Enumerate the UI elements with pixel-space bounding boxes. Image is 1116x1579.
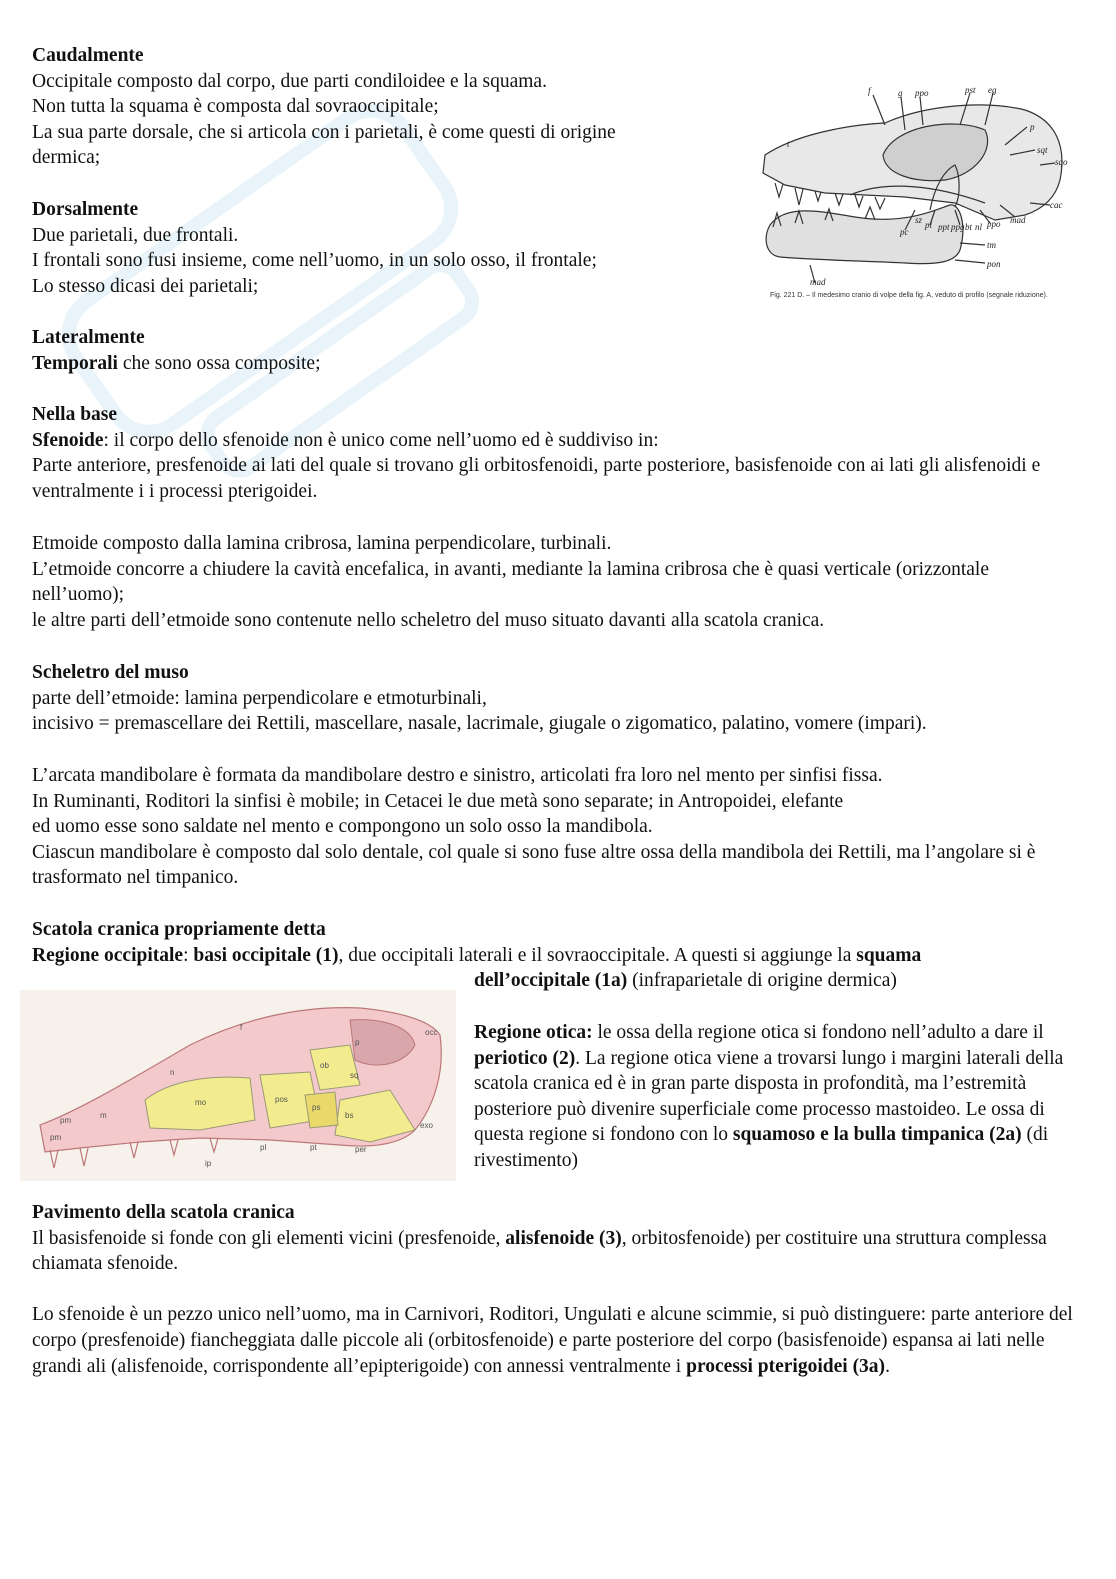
term-processi-pterigoidei: processi pterigoidei (3a) [686, 1355, 886, 1377]
figure-label: pt [310, 1143, 317, 1152]
fox-skull-figure [755, 85, 1075, 290]
figure-label: pl [260, 1143, 267, 1152]
text-line: dermica; [32, 147, 101, 169]
text-line: La sua parte dorsale, che si articola con i parietali, è come questi di origine [32, 121, 616, 143]
figure-label: occ [425, 1028, 438, 1037]
term-sfenoide: Sfenoide [32, 429, 104, 451]
text-line: ed uomo esse sono saldate nel mento e compongono un solo osso la mandibola. [32, 816, 653, 838]
heading-base: Nella base [32, 404, 118, 425]
figure-label: ppg [951, 222, 965, 232]
text-run: Lo sfenoide è un pezzo unico nell’uomo, ma in Carnivori, Roditori, Ungulati e alcune scimmie, si può distinguere: parte anteriore del corpo (presfenoide) fiancheggiata dalle piccole ali (orbitosfenoide) e parte posteriore del corpo (basisfenoide) espansa ai lati nelle grandi ali (alisfenoide, corrispondente all’epipterigoide) con annessi ventralmente i [32, 1304, 1073, 1377]
text-paragraph [32, 1226, 1082, 1277]
text-line: Occipitale composto dal corpo, due parti condiloidee e la squama. [32, 70, 547, 92]
text-run: (infraparietale di origine dermica) [627, 970, 897, 991]
figure-label: sz [915, 215, 923, 225]
heading-scatola: Scatola cranica propriamente detta [32, 919, 326, 940]
figure-label: ip [205, 1159, 212, 1168]
term-basi-occipitale: basi occipitale (1) [193, 944, 339, 966]
figure-label: n [170, 1068, 175, 1077]
text-line: I frontali sono fusi insieme, come nell’uomo, in un solo osso, il frontale; [32, 250, 597, 272]
text-run: Il basisfenoide si fonde con gli elementi vicini (presfenoide, [32, 1227, 506, 1249]
text-line [32, 428, 1082, 454]
text-line: In Ruminanti, Roditori la sinfisi è mobile; in Cetacei le due metà sono separate; in Antropoidei, elefante [32, 790, 844, 812]
figure-label: per [355, 1145, 367, 1154]
figure-label: pos [275, 1095, 288, 1104]
text-line: parte dell’etmoide: lamina perpendicolare e etmoturbinali, [32, 687, 487, 709]
text-paragraph: Ciascun mandibolare è composto dal solo dentale, col quale si sono fuse altre ossa della mandibola dei Rettili, ma l’angolare si è trasformato nel timpanico. [32, 841, 1036, 889]
text-paragraph: Parte anteriore, presfenoide ai lati del quale si trovano gli orbitosfenoidi, parte posteriore, basisfenoide con ai lati gli alisfenoidi e ventralmente i i processi pterigoidei. [32, 455, 1041, 502]
section-caudalmente [32, 43, 732, 171]
figure-label: mad [810, 277, 826, 287]
section-scatola [32, 917, 1092, 968]
figure-label: pst [965, 85, 976, 95]
figure-label: pc [900, 227, 909, 237]
figure-label: pm [60, 1116, 72, 1125]
section-muso [32, 660, 1092, 737]
text-run: : il corpo dello sfenoide non è unico come nell’uomo ed è suddiviso in: [103, 429, 659, 451]
figure-label: ppt [938, 222, 950, 232]
text-run: : [183, 944, 194, 966]
text-run: le ossa della regione otica si fondono nell’adulto a dare il [592, 1022, 1044, 1043]
figure-label: cac [1050, 200, 1063, 210]
text-run: . La regione otica viene a trovarsi lungo i margini laterali della scatola cranica ed è in gran parte disposta in profondità, ma l’estremità posteriore può divenire superficiale come processo mastoideo. Le ossa di questa regione si fondono con lo [474, 1047, 1064, 1146]
label-regione-occipitale: Regione occipitale [32, 944, 184, 966]
figure-label: bt [965, 222, 973, 232]
figure-label: bs [345, 1111, 354, 1120]
figure-label: p [1030, 122, 1035, 132]
figure-label: t [787, 139, 790, 149]
section-pavimento [32, 1200, 1082, 1379]
section-dorsalmente [32, 197, 732, 299]
figure-label: pl [925, 220, 933, 230]
heading-muso: Scheletro del muso [32, 662, 189, 683]
figure-label: f [868, 86, 871, 96]
figure-label: ppo [987, 219, 1001, 229]
figure-label: exo [420, 1121, 433, 1130]
text-run: (di rivestimento) [474, 1124, 1049, 1171]
text-line: Etmoide composto dalla lamina cribrosa, lamina perpendicolare, turbinali. [32, 533, 612, 554]
term-alisfenoide: alisfenoide (3) [505, 1227, 622, 1249]
figure-label: sqo [1055, 157, 1068, 167]
figure-label: g [898, 88, 903, 98]
heading-pavimento: Pavimento della scatola cranica [32, 1202, 295, 1223]
text-line [474, 968, 1074, 994]
figure-label: eg [988, 85, 997, 95]
section-regione-otica [474, 1020, 1069, 1174]
colored-skull-figure [20, 990, 456, 1181]
heading-dorsalmente: Dorsalmente [32, 199, 139, 220]
text-line: L’arcata mandibolare è formata da mandibolare destro e sinistro, articolati fra loro nel mento per sinfisi fissa. [32, 765, 883, 786]
figure-label: pm [50, 1133, 62, 1142]
figure-label: ppo [915, 88, 929, 98]
text-line: le altre parti dell’etmoide sono contenute nello scheletro del muso situato davanti alla scatola cranica. [32, 609, 825, 631]
figure-label: mad [1010, 215, 1026, 225]
text-run: . [885, 1355, 890, 1377]
term-squama-occipitale: dell’occipitale (1a) [474, 970, 628, 991]
text-run: che sono ossa composite; [117, 352, 321, 374]
term-squama: squama [856, 944, 922, 966]
figure-caption: Fig. 221 D. – Il medesimo cranio di volpe della fig. A, veduto di profilo (segnale riduzione). [770, 292, 1048, 299]
text-line: incisivo = premascellare dei Rettili, mascellare, nasale, lacrimale, giugale o zigomatico, palatino, vomere (impari). [32, 713, 927, 735]
text-paragraph [32, 1302, 1082, 1379]
text-paragraph [474, 1020, 1069, 1174]
text-line: Due parietali, due frontali. [32, 224, 239, 246]
heading-caudalmente: Caudalmente [32, 45, 144, 66]
section-etmoide [32, 531, 1072, 633]
text-line [32, 943, 1092, 969]
heading-lateralmente: Lateralmente [32, 327, 145, 348]
text-line: Lo stesso dicasi dei parietali; [32, 275, 259, 297]
figure-label: pon [987, 259, 1001, 269]
figure-label: sq [350, 1071, 359, 1080]
figure-label: nl [975, 222, 983, 232]
term-periotico: periotico (2) [474, 1047, 576, 1069]
figure-label: m [100, 1111, 107, 1120]
text-line [32, 351, 732, 377]
section-base [32, 402, 1082, 504]
term-temporali: Temporali [32, 352, 118, 374]
label-regione-otica: Regione otica: [474, 1022, 593, 1043]
text-paragraph: L’etmoide concorre a chiudere la cavità encefalica, in avanti, mediante la lamina cribrosa che è quasi verticale (orizzontale nell’uomo); [32, 558, 989, 606]
section-mandibola [32, 763, 1072, 891]
text-line: Non tutta la squama è composta dal sovraoccipitale; [32, 96, 439, 118]
figure-label: tm [987, 240, 996, 250]
occipitale-continuation [474, 968, 1074, 994]
figure-label: ob [320, 1061, 329, 1070]
figure-label: mo [195, 1098, 207, 1107]
section-lateralmente [32, 325, 732, 376]
figure-label: ps [312, 1103, 321, 1112]
text-run: , due occipitali laterali e il sovraoccipitale. A questi si aggiunge la [338, 944, 857, 966]
term-squamoso: squamoso e la bulla timpanica (2a) [732, 1124, 1022, 1146]
figure-label: sqt [1037, 145, 1048, 155]
text-run: , orbitosfenoide) per costituire una struttura complessa chiamata sfenoide. [32, 1227, 1047, 1275]
figure-label: p [355, 1038, 360, 1047]
figure-label: f [240, 1023, 243, 1032]
